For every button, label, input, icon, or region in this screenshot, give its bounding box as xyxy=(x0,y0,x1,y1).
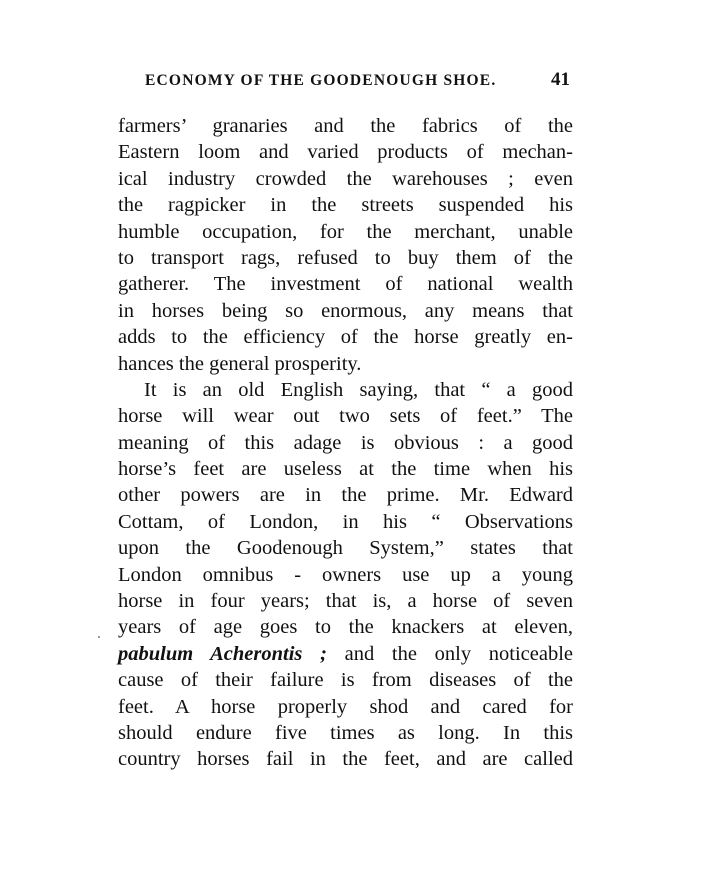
paragraph-end-line: hances the general prosperity. xyxy=(118,352,362,375)
text-line: horse’s feet are useless at the time when his xyxy=(118,458,573,481)
text-line: humble occupation, for the merchant, unable xyxy=(118,220,573,243)
text-line: horse will wear out two sets of feet.” The xyxy=(118,405,573,428)
text-line: country horses fail in the feet, and are called xyxy=(118,748,573,771)
text-line-remainder: and the only noticeable xyxy=(326,642,574,665)
text-line: Cottam, of London, in his “ Observations xyxy=(118,510,573,533)
text-line: ical industry crowded the warehouses ; even xyxy=(118,167,573,190)
paragraph-start-line: It is an old English saying, that “ a good xyxy=(144,378,573,401)
text-line: adds to the efficiency of the horse greatly en- xyxy=(118,326,573,349)
text-line: feet. A horse properly shod and cared for xyxy=(118,695,573,718)
text-line: the ragpicker in the streets suspended his xyxy=(118,194,573,217)
text-line: horse in four years; that is, a horse of seven xyxy=(118,590,573,613)
running-head xyxy=(145,69,570,98)
text-line: upon the Goodenough System,” states that xyxy=(118,537,573,560)
page-number: 41 xyxy=(551,69,570,90)
body-text xyxy=(118,113,573,773)
text-line: London omnibus - owners use up a young xyxy=(118,563,573,586)
text-line: to transport rags, refused to buy them of the xyxy=(118,246,573,269)
text-line: should endure five times as long. In this xyxy=(118,721,573,744)
text-line: years of age goes to the knackers at eleven, xyxy=(118,616,573,639)
text-line: Eastern loom and varied products of mechan- xyxy=(118,141,573,164)
text-line: cause of their failure is from diseases of the xyxy=(118,669,573,692)
text-line: gatherer. The investment of national wealth xyxy=(118,273,573,296)
text-line-italic-phrase xyxy=(118,641,573,667)
text-line: other powers are in the prime. Mr. Edward xyxy=(118,484,573,507)
latin-phrase: pabulum Acherontis ; xyxy=(118,642,327,665)
margin-mark xyxy=(98,636,100,638)
text-line: in horses being so enormous, any means that xyxy=(118,299,573,322)
text-line: farmers’ granaries and the fabrics of the xyxy=(118,115,573,137)
text-line: meaning of this adage is obvious : a good xyxy=(118,431,573,454)
running-head-title: ECONOMY OF THE GOODENOUGH SHOE. xyxy=(145,72,497,89)
